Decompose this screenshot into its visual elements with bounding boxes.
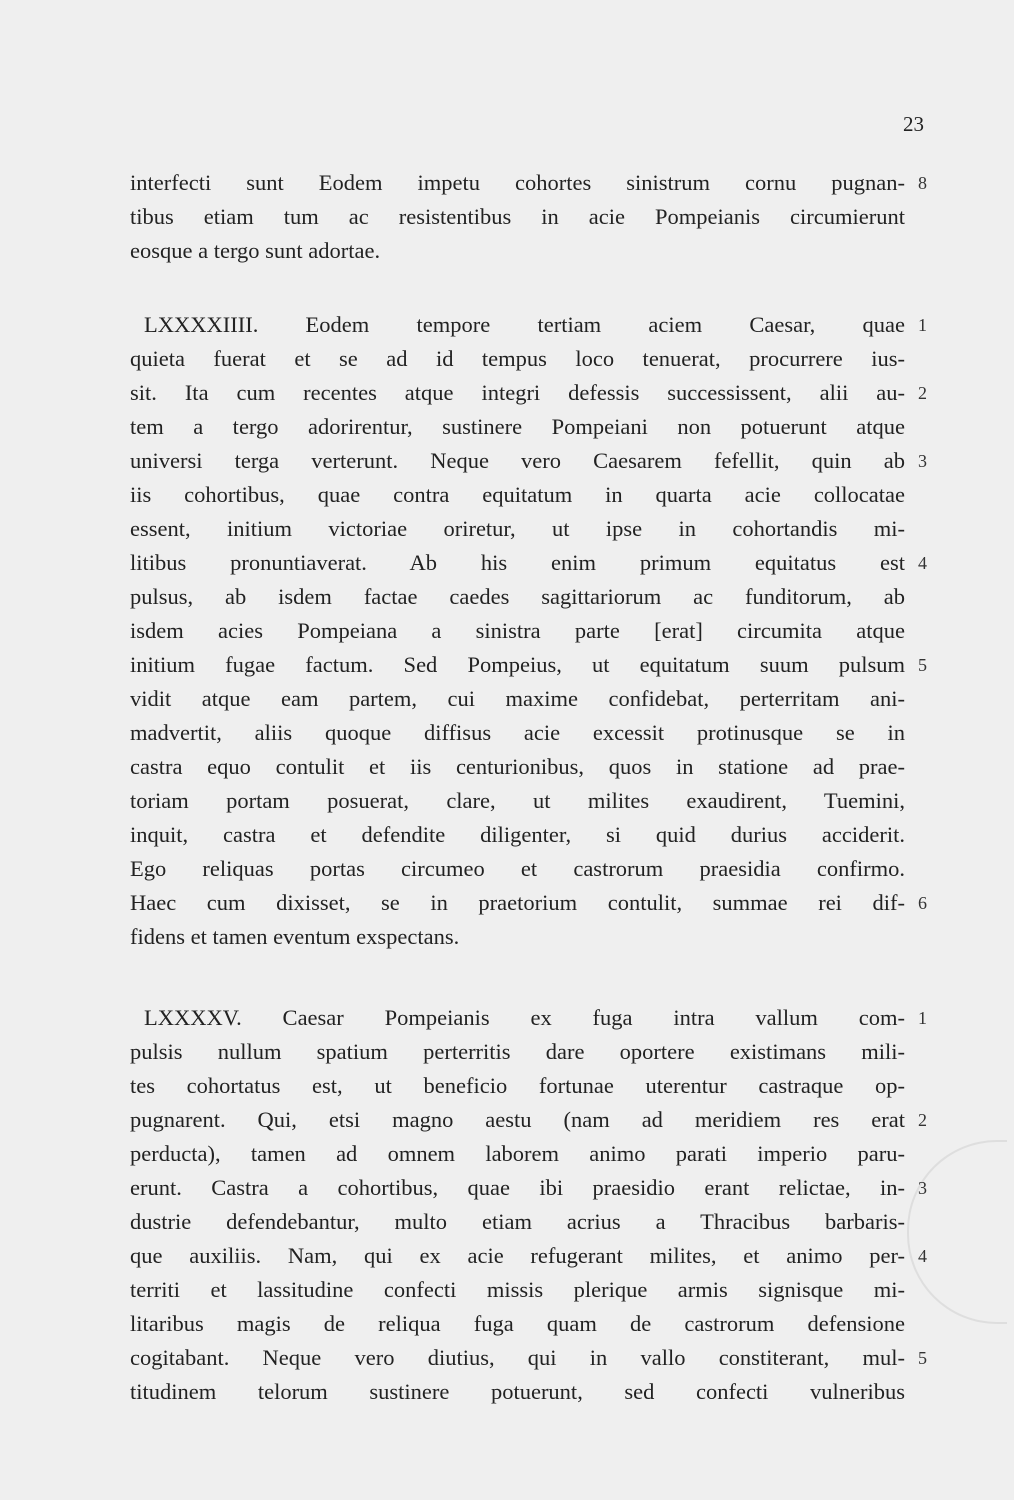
text-line bbox=[130, 886, 927, 920]
library-stamp bbox=[907, 1140, 1007, 1324]
line-text: titudinem telorum sustinere potuerunt, sed confecti vulneribus bbox=[130, 1379, 905, 1404]
line-text: LXXXXV. Caesar Pompeianis ex fuga intra vallum com- bbox=[144, 1005, 905, 1030]
text-line bbox=[130, 818, 905, 852]
text-line bbox=[130, 648, 927, 682]
section-number: 2 bbox=[918, 1110, 927, 1130]
text-line bbox=[130, 1035, 905, 1069]
section-number: 1 bbox=[918, 315, 927, 335]
line-text: tibus etiam tum ac resistentibus in acie Pompeianis circumierunt bbox=[130, 204, 905, 229]
line-text: isdem acies Pompeiana a sinistra parte [erat] circumita atque bbox=[130, 618, 905, 643]
text-line bbox=[130, 308, 927, 342]
text-line bbox=[130, 852, 905, 886]
text-line bbox=[130, 410, 905, 444]
line-text: inquit, castra et defendite diligenter, si quid durius acciderit. bbox=[130, 822, 905, 847]
line-text: cogitabant. Neque vero diutius, qui in vallo constiterant, mul- bbox=[130, 1345, 905, 1370]
text-line bbox=[130, 682, 905, 716]
line-text: universi terga verterunt. Neque vero Caesarem fefellit, quin ab bbox=[130, 448, 905, 473]
line-text: tem a tergo adorirentur, sustinere Pompeiani non potuerunt atque bbox=[130, 414, 905, 439]
text-line bbox=[130, 376, 927, 410]
line-text: vidit atque eam partem, cui maxime confidebat, perterritam ani- bbox=[130, 686, 905, 711]
text-line bbox=[130, 234, 905, 268]
section-number: 3 bbox=[918, 451, 927, 471]
text-line bbox=[130, 1069, 905, 1103]
text-line bbox=[130, 1171, 927, 1205]
line-text: LXXXXIIII. Eodem tempore tertiam aciem Caesar, quae bbox=[144, 312, 905, 337]
text-line bbox=[130, 200, 905, 234]
section-number: 3 bbox=[918, 1178, 927, 1198]
text-line bbox=[130, 750, 905, 784]
text-line bbox=[130, 716, 905, 750]
text-line bbox=[130, 1307, 905, 1341]
line-text: initium fugae factum. Sed Pompeius, ut equitatum suum pulsum bbox=[130, 652, 905, 677]
line-text: pulsus, ab isdem factae caedes sagittariorum ac funditorum, ab bbox=[130, 584, 905, 609]
text-line bbox=[130, 478, 905, 512]
section-number: 5 bbox=[918, 655, 927, 675]
paragraph-continuation bbox=[130, 166, 927, 268]
text-line bbox=[130, 1205, 905, 1239]
line-text: litibus pronuntiaverat. Ab his enim primum equitatus est bbox=[130, 550, 905, 575]
text-line bbox=[130, 1341, 927, 1375]
text-line bbox=[130, 580, 905, 614]
line-text: Haec cum dixisset, se in praetorium contulit, summae rei dif- bbox=[130, 890, 905, 915]
line-text: litaribus magis de reliqua fuga quam de castrorum defensione bbox=[130, 1311, 905, 1336]
text-line bbox=[130, 166, 927, 200]
text-line bbox=[130, 546, 927, 580]
line-text: quieta fuerat et se ad id tempus loco tenuerat, procurrere ius- bbox=[130, 346, 905, 371]
text-line bbox=[130, 1375, 905, 1409]
text-line bbox=[130, 614, 905, 648]
line-text: essent, initium victoriae oriretur, ut ipse in cohortandis mi- bbox=[130, 516, 905, 541]
text-line bbox=[130, 1137, 905, 1171]
section-number: 4 bbox=[918, 553, 927, 573]
page-number: 23 bbox=[903, 112, 924, 136]
line-text: pugnarent. Qui, etsi magno aestu (nam ad meridiem res erat bbox=[130, 1107, 905, 1132]
line-text: territi et lassitudine confecti missis plerique armis signisque mi- bbox=[130, 1277, 905, 1302]
line-text: que auxiliis. Nam, qui ex acie refugerant milites, et animo per- bbox=[130, 1243, 905, 1268]
text-line bbox=[130, 1239, 927, 1273]
line-text: sit. Ita cum recentes atque integri defessis successissent, alii au- bbox=[130, 380, 905, 405]
line-text: castra equo contulit et iis centurionibus, quos in statione ad prae- bbox=[130, 754, 905, 779]
section-number: 6 bbox=[918, 893, 927, 913]
line-text: Ego reliquas portas circumeo et castrorum praesidia confirmo. bbox=[130, 856, 905, 881]
section-number: 2 bbox=[918, 383, 927, 403]
text-line bbox=[130, 512, 905, 546]
text-line bbox=[130, 1273, 905, 1307]
section-number: 4 bbox=[918, 1246, 927, 1266]
line-text: interfecti sunt Eodem impetu cohortes sinistrum cornu pugnan- bbox=[130, 170, 905, 195]
line-text: madvertit, aliis quoque diffisus acie excessit protinusque se in bbox=[130, 720, 905, 745]
section-number: 8 bbox=[918, 173, 927, 193]
section-number: 1 bbox=[918, 1008, 927, 1028]
text-line bbox=[130, 1103, 927, 1137]
line-text: iis cohortibus, quae contra equitatum in quarta acie collocatae bbox=[130, 482, 905, 507]
text-line bbox=[130, 920, 905, 954]
text-line bbox=[130, 784, 905, 818]
text-line bbox=[130, 1001, 927, 1035]
text-line bbox=[130, 444, 927, 478]
paragraph-chapter-95 bbox=[130, 1001, 927, 1409]
section-number: 5 bbox=[918, 1348, 927, 1368]
line-text: perducta), tamen ad omnem laborem animo parati imperio paru- bbox=[130, 1141, 905, 1166]
line-text: fidens et tamen eventum exspectans. bbox=[130, 924, 460, 949]
line-text: toriam portam posuerat, clare, ut milites exaudirent, Tuemini, bbox=[130, 788, 905, 813]
line-text: pulsis nullum spatium perterritis dare oportere existimans mili- bbox=[130, 1039, 905, 1064]
paragraph-chapter-94 bbox=[130, 308, 927, 954]
line-text: tes cohortatus est, ut beneficio fortunae uterentur castraque op- bbox=[130, 1073, 905, 1098]
line-text: eosque a tergo sunt adortae. bbox=[130, 238, 381, 263]
line-text: erunt. Castra a cohortibus, quae ibi praesidio erant relictae, in- bbox=[130, 1175, 905, 1200]
line-text: dustrie defendebantur, multo etiam acrius a Thracibus barbaris- bbox=[130, 1209, 905, 1234]
text-line bbox=[130, 342, 905, 376]
